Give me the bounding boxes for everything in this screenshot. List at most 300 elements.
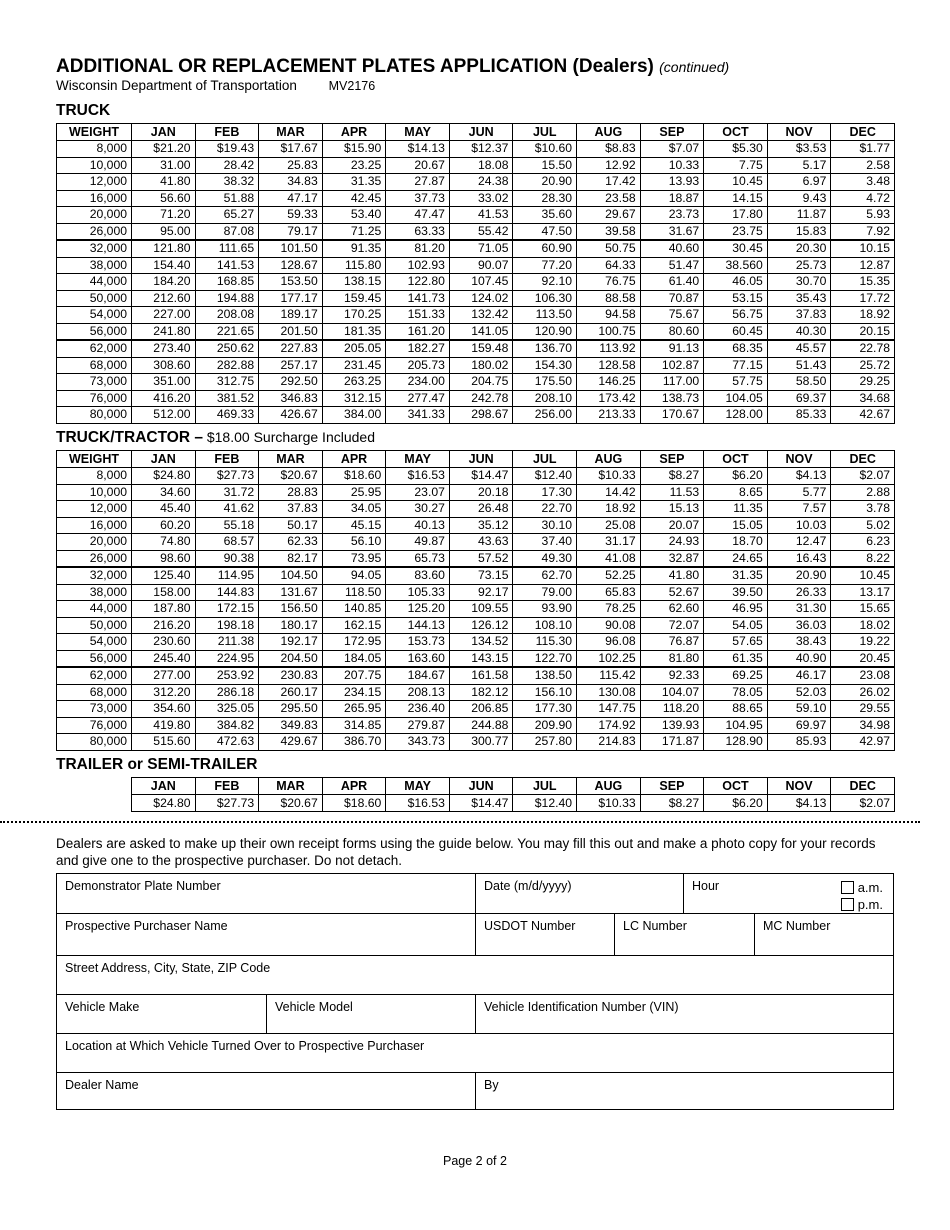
- month-header: OCT: [704, 124, 768, 141]
- month-header: JAN: [132, 451, 196, 468]
- pm-option[interactable]: [841, 896, 883, 913]
- fee-cell: 41.53: [449, 207, 513, 224]
- weight-cell: 76,000: [57, 390, 132, 407]
- weight-cell: 76,000: [57, 717, 132, 734]
- fee-cell: 94.05: [322, 567, 386, 584]
- fee-cell: 141.73: [386, 290, 450, 307]
- fee-cell: 35.43: [767, 290, 831, 307]
- fee-cell: 23.07: [386, 484, 450, 501]
- surcharge-note: $18.00 Surcharge Included: [202, 429, 375, 445]
- fee-cell: 5.02: [831, 517, 895, 534]
- fee-cell: 18.92: [831, 307, 895, 324]
- fee-cell: 31.00: [132, 157, 196, 174]
- fee-cell: 172.15: [195, 601, 259, 618]
- table-row: [57, 257, 895, 274]
- trailer-rate-table: [131, 777, 895, 812]
- fee-cell: 312.15: [322, 390, 386, 407]
- fee-cell: 73.95: [322, 550, 386, 567]
- fee-cell: $19.43: [195, 141, 259, 158]
- fee-cell: 68.35: [704, 340, 768, 357]
- weight-cell: 32,000: [57, 240, 132, 257]
- vehicle-model-label: Vehicle Model: [275, 1000, 353, 1014]
- fee-cell: 11.35: [704, 501, 768, 518]
- mc-number-field[interactable]: [754, 913, 893, 955]
- location-field[interactable]: [57, 1033, 893, 1072]
- pm-checkbox[interactable]: [841, 898, 854, 911]
- fee-cell: 198.18: [195, 617, 259, 634]
- fee-cell: 61.40: [640, 274, 704, 291]
- fee-cell: 20.18: [449, 484, 513, 501]
- fee-cell: $8.83: [577, 141, 641, 158]
- fee-cell: 204.50: [259, 650, 323, 667]
- fee-cell: 192.17: [259, 634, 323, 651]
- fee-cell: 128.90: [704, 734, 768, 751]
- fee-cell: 3.78: [831, 501, 895, 518]
- fee-cell: 20.90: [513, 174, 577, 191]
- subtitle: [56, 78, 375, 93]
- fee-cell: 104.95: [704, 717, 768, 734]
- fee-cell: 102.93: [386, 257, 450, 274]
- vin-label: Vehicle Identification Number (VIN): [484, 1000, 679, 1014]
- am-label: a.m.: [857, 880, 883, 895]
- fee-cell: 10.45: [831, 567, 895, 584]
- fee-cell: 204.75: [449, 374, 513, 391]
- usdot-number-field[interactable]: [475, 913, 614, 955]
- fee-cell: 187.80: [132, 601, 196, 618]
- fee-cell: 20.90: [767, 567, 831, 584]
- fee-cell: 170.67: [640, 407, 704, 424]
- fee-cell: 171.87: [640, 734, 704, 751]
- fee-cell: $4.13: [767, 468, 831, 485]
- fee-cell: 37.83: [259, 501, 323, 518]
- fee-cell: 153.50: [259, 274, 323, 291]
- fee-cell: 161.20: [386, 323, 450, 340]
- weight-cell: 80,000: [57, 734, 132, 751]
- month-header: SEP: [640, 451, 704, 468]
- receipt-form: [56, 873, 894, 1110]
- fee-cell: 17.72: [831, 290, 895, 307]
- fee-cell: 24.38: [449, 174, 513, 191]
- fee-cell: $20.67: [259, 795, 323, 812]
- vehicle-model-field[interactable]: [266, 994, 475, 1033]
- fee-cell: 20.45: [831, 650, 895, 667]
- fee-cell: $12.40: [513, 795, 577, 812]
- fee-cell: 300.77: [449, 734, 513, 751]
- location-label: Location at Which Vehicle Turned Over to Prospective Purchaser: [65, 1039, 425, 1053]
- fee-cell: 144.83: [195, 584, 259, 601]
- fee-cell: $2.07: [831, 795, 895, 812]
- fee-cell: 136.70: [513, 340, 577, 357]
- fee-cell: 18.08: [449, 157, 513, 174]
- fee-cell: 10.45: [704, 174, 768, 191]
- fee-cell: 105.33: [386, 584, 450, 601]
- fee-cell: 79.17: [259, 223, 323, 240]
- fee-cell: 63.33: [386, 223, 450, 240]
- month-header: NOV: [767, 778, 831, 795]
- fee-cell: 45.57: [767, 340, 831, 357]
- fee-cell: 12.47: [767, 534, 831, 551]
- fee-cell: 138.15: [322, 274, 386, 291]
- pm-label: p.m.: [857, 897, 883, 912]
- fee-cell: 208.08: [195, 307, 259, 324]
- fee-cell: 95.00: [132, 223, 196, 240]
- fee-cell: 113.50: [513, 307, 577, 324]
- date-field[interactable]: [475, 874, 683, 913]
- fee-cell: 91.35: [322, 240, 386, 257]
- fee-cell: 90.38: [195, 550, 259, 567]
- fee-cell: 138.50: [513, 667, 577, 684]
- fee-cell: 343.73: [386, 734, 450, 751]
- month-header: DEC: [831, 778, 895, 795]
- fee-cell: 55.18: [195, 517, 259, 534]
- fee-cell: 111.65: [195, 240, 259, 257]
- fee-cell: 325.05: [195, 701, 259, 718]
- table-row: [57, 501, 895, 518]
- fee-cell: $16.53: [386, 468, 450, 485]
- usdot-number-label: USDOT Number: [484, 919, 576, 933]
- fee-cell: 19.22: [831, 634, 895, 651]
- fee-cell: 10.33: [640, 157, 704, 174]
- fee-cell: 90.07: [449, 257, 513, 274]
- fee-cell: 76.87: [640, 634, 704, 651]
- fee-cell: 298.67: [449, 407, 513, 424]
- fee-cell: 168.85: [195, 274, 259, 291]
- fee-cell: 265.95: [322, 701, 386, 718]
- fee-cell: 159.48: [449, 340, 513, 357]
- am-checkbox[interactable]: [841, 881, 854, 894]
- fee-cell: 2.58: [831, 157, 895, 174]
- department-name: Wisconsin Department of Transportation: [56, 78, 297, 93]
- fee-cell: 346.83: [259, 390, 323, 407]
- fee-cell: 65.83: [577, 584, 641, 601]
- fee-cell: 115.42: [577, 667, 641, 684]
- fee-cell: 15.35: [831, 274, 895, 291]
- fee-cell: 40.13: [386, 517, 450, 534]
- fee-cell: 78.25: [577, 601, 641, 618]
- fee-cell: 108.10: [513, 617, 577, 634]
- fee-cell: 241.80: [132, 323, 196, 340]
- fee-cell: 45.40: [132, 501, 196, 518]
- fee-cell: 14.42: [577, 484, 641, 501]
- fee-cell: 57.65: [704, 634, 768, 651]
- fee-cell: 73.15: [449, 567, 513, 584]
- by-label: By: [484, 1078, 499, 1092]
- fee-cell: 117.00: [640, 374, 704, 391]
- fee-cell: 15.50: [513, 157, 577, 174]
- fee-cell: 175.50: [513, 374, 577, 391]
- table-row: [57, 207, 895, 224]
- fee-cell: 27.87: [386, 174, 450, 191]
- weight-cell: 54,000: [57, 307, 132, 324]
- fee-cell: 113.92: [577, 340, 641, 357]
- fee-cell: 69.97: [767, 717, 831, 734]
- fee-cell: 515.60: [132, 734, 196, 751]
- fee-cell: 184.05: [322, 650, 386, 667]
- fee-cell: 59.33: [259, 207, 323, 224]
- fee-cell: 282.88: [195, 357, 259, 374]
- fee-cell: 312.20: [132, 684, 196, 701]
- demonstrator-plate-label: Demonstrator Plate Number: [65, 879, 221, 893]
- fee-cell: 154.40: [132, 257, 196, 274]
- lc-number-field[interactable]: [614, 913, 754, 955]
- fee-cell: 174.92: [577, 717, 641, 734]
- fee-cell: 10.03: [767, 517, 831, 534]
- continued-label: (continued): [659, 59, 730, 75]
- fee-cell: 69.37: [767, 390, 831, 407]
- dealer-name-field[interactable]: [57, 1072, 475, 1109]
- vin-field[interactable]: [475, 994, 893, 1033]
- fee-cell: $10.60: [513, 141, 577, 158]
- month-header: DEC: [831, 124, 895, 141]
- month-header: JAN: [132, 778, 196, 795]
- fee-cell: 85.33: [767, 407, 831, 424]
- fee-cell: 59.10: [767, 701, 831, 718]
- month-header: APR: [322, 124, 386, 141]
- fee-cell: 91.13: [640, 340, 704, 357]
- fee-cell: 140.85: [322, 601, 386, 618]
- fee-cell: 279.87: [386, 717, 450, 734]
- fee-cell: 82.17: [259, 550, 323, 567]
- fee-cell: 15.13: [640, 501, 704, 518]
- demonstrator-plate-field[interactable]: [57, 874, 475, 913]
- fee-cell: 384.00: [322, 407, 386, 424]
- fee-cell: 253.92: [195, 667, 259, 684]
- fee-cell: 184.20: [132, 274, 196, 291]
- fee-cell: 147.75: [577, 701, 641, 718]
- fee-cell: 23.75: [704, 223, 768, 240]
- fee-cell: 49.87: [386, 534, 450, 551]
- weight-cell: 38,000: [57, 257, 132, 274]
- fee-cell: 4.72: [831, 190, 895, 207]
- fee-cell: 20.30: [767, 240, 831, 257]
- fee-cell: 49.30: [513, 550, 577, 567]
- fee-cell: 177.30: [513, 701, 577, 718]
- month-header: DEC: [831, 451, 895, 468]
- fee-cell: 216.20: [132, 617, 196, 634]
- fee-cell: 26.48: [449, 501, 513, 518]
- fee-cell: 138.73: [640, 390, 704, 407]
- fee-cell: 132.42: [449, 307, 513, 324]
- fee-cell: $16.53: [386, 795, 450, 812]
- fee-cell: 125.20: [386, 601, 450, 618]
- weight-cell: 10,000: [57, 157, 132, 174]
- table-row: [57, 223, 895, 240]
- month-header: MAR: [259, 778, 323, 795]
- month-header: JUL: [513, 778, 577, 795]
- fee-cell: 314.85: [322, 717, 386, 734]
- fee-cell: 88.65: [704, 701, 768, 718]
- fee-cell: 122.80: [386, 274, 450, 291]
- fee-cell: 139.93: [640, 717, 704, 734]
- fee-cell: 180.17: [259, 617, 323, 634]
- fee-cell: 181.35: [322, 323, 386, 340]
- fee-cell: 15.83: [767, 223, 831, 240]
- fee-cell: 115.80: [322, 257, 386, 274]
- month-header: APR: [322, 451, 386, 468]
- vehicle-make-field[interactable]: [57, 994, 266, 1033]
- fee-cell: 128.58: [577, 357, 641, 374]
- fee-cell: 312.75: [195, 374, 259, 391]
- month-header: SEP: [640, 124, 704, 141]
- fee-cell: 35.60: [513, 207, 577, 224]
- fee-cell: 62.33: [259, 534, 323, 551]
- fee-cell: 57.75: [704, 374, 768, 391]
- table-row: [57, 717, 895, 734]
- fee-cell: 25.08: [577, 517, 641, 534]
- table-row: [57, 567, 895, 584]
- table-row: [57, 601, 895, 618]
- fee-cell: 13.17: [831, 584, 895, 601]
- fee-cell: 153.73: [386, 634, 450, 651]
- weight-cell: 12,000: [57, 174, 132, 191]
- fee-cell: 416.20: [132, 390, 196, 407]
- fee-cell: 29.25: [831, 374, 895, 391]
- month-header: NOV: [767, 124, 831, 141]
- page-number: Page 2 of 2: [443, 1154, 507, 1168]
- month-header: NOV: [767, 451, 831, 468]
- table-row: [57, 390, 895, 407]
- weight-cell: 8,000: [57, 468, 132, 485]
- fee-cell: $8.27: [640, 795, 704, 812]
- fee-cell: 52.67: [640, 584, 704, 601]
- fee-cell: $15.90: [322, 141, 386, 158]
- fee-cell: 47.50: [513, 223, 577, 240]
- street-address-field[interactable]: [57, 955, 893, 994]
- am-option[interactable]: [841, 879, 883, 896]
- fee-cell: 257.80: [513, 734, 577, 751]
- month-header: AUG: [577, 124, 641, 141]
- month-header: JUN: [449, 778, 513, 795]
- fee-cell: 74.80: [132, 534, 196, 551]
- month-header: OCT: [704, 451, 768, 468]
- fee-cell: 52.25: [577, 567, 641, 584]
- table-row: [132, 795, 895, 812]
- fee-cell: 42.97: [831, 734, 895, 751]
- fee-cell: 128.00: [704, 407, 768, 424]
- fee-cell: 56.75: [704, 307, 768, 324]
- fee-cell: 349.83: [259, 717, 323, 734]
- date-label: Date (m/d/yyyy): [484, 879, 572, 893]
- fee-cell: 201.50: [259, 323, 323, 340]
- fee-cell: 31.35: [322, 174, 386, 191]
- table-row: [57, 174, 895, 191]
- fee-cell: 189.17: [259, 307, 323, 324]
- fee-cell: 114.95: [195, 567, 259, 584]
- instructions-text: Dealers are asked to make up their own receipt forms using the guide below. You may fill this out and make a photo copy for your records and give one to the prospective purchaser. Do not detach.: [56, 836, 876, 868]
- fee-cell: $12.40: [513, 468, 577, 485]
- fee-cell: 18.92: [577, 501, 641, 518]
- fee-cell: 151.33: [386, 307, 450, 324]
- hour-field[interactable]: [683, 874, 893, 913]
- by-field[interactable]: [475, 1072, 893, 1109]
- fee-cell: 141.53: [195, 257, 259, 274]
- fee-cell: 128.67: [259, 257, 323, 274]
- fee-cell: 70.87: [640, 290, 704, 307]
- fee-cell: 126.12: [449, 617, 513, 634]
- month-header: JAN: [132, 124, 196, 141]
- fee-cell: 277.00: [132, 667, 196, 684]
- fee-cell: 92.10: [513, 274, 577, 291]
- fee-cell: 472.63: [195, 734, 259, 751]
- fee-cell: $6.20: [704, 795, 768, 812]
- fee-cell: $14.47: [449, 468, 513, 485]
- fee-cell: 28.83: [259, 484, 323, 501]
- fee-cell: 28.30: [513, 190, 577, 207]
- fee-cell: 15.05: [704, 517, 768, 534]
- weight-cell: 8,000: [57, 141, 132, 158]
- weight-cell: 26,000: [57, 223, 132, 240]
- month-header: MAR: [259, 124, 323, 141]
- fee-cell: 30.70: [767, 274, 831, 291]
- fee-cell: 8.22: [831, 550, 895, 567]
- fee-cell: 124.02: [449, 290, 513, 307]
- truck-tractor-rate-table: [56, 450, 895, 751]
- fee-cell: 65.73: [386, 550, 450, 567]
- fee-cell: $8.27: [640, 468, 704, 485]
- hour-label: Hour: [692, 879, 720, 893]
- table-row: [57, 517, 895, 534]
- fee-cell: 24.93: [640, 534, 704, 551]
- fee-cell: 41.80: [640, 567, 704, 584]
- fee-cell: 15.65: [831, 601, 895, 618]
- fee-cell: 25.72: [831, 357, 895, 374]
- fee-cell: 94.58: [577, 307, 641, 324]
- fee-cell: 250.62: [195, 340, 259, 357]
- fee-cell: $27.73: [195, 468, 259, 485]
- fee-cell: 3.48: [831, 174, 895, 191]
- fee-cell: 205.73: [386, 357, 450, 374]
- truck-section-title: TRUCK: [56, 102, 111, 119]
- fee-cell: 419.80: [132, 717, 196, 734]
- table-row: [57, 684, 895, 701]
- header-row: [132, 778, 895, 795]
- fee-cell: 25.83: [259, 157, 323, 174]
- fee-cell: $24.80: [132, 795, 196, 812]
- fee-cell: 43.63: [449, 534, 513, 551]
- month-header: MAY: [386, 451, 450, 468]
- fee-cell: 78.05: [704, 684, 768, 701]
- table-row: [57, 550, 895, 567]
- street-address-label: Street Address, City, State, ZIP Code: [65, 961, 271, 975]
- fee-cell: 244.88: [449, 717, 513, 734]
- fee-cell: 180.02: [449, 357, 513, 374]
- fee-cell: 38.32: [195, 174, 259, 191]
- table-row: [57, 617, 895, 634]
- fee-cell: 30.45: [704, 240, 768, 257]
- month-header: AUG: [577, 451, 641, 468]
- fee-cell: 273.40: [132, 340, 196, 357]
- purchaser-name-field[interactable]: [57, 913, 475, 955]
- month-header: MAY: [386, 778, 450, 795]
- fee-cell: $14.47: [449, 795, 513, 812]
- fee-cell: 156.10: [513, 684, 577, 701]
- fee-cell: 5.17: [767, 157, 831, 174]
- fee-cell: 242.78: [449, 390, 513, 407]
- table-row: [57, 307, 895, 324]
- page-title: [56, 56, 729, 78]
- table-row: [57, 323, 895, 340]
- fee-cell: 10.15: [831, 240, 895, 257]
- month-header: SEP: [640, 778, 704, 795]
- weight-cell: 16,000: [57, 517, 132, 534]
- weight-cell: 62,000: [57, 340, 132, 357]
- fee-cell: 512.00: [132, 407, 196, 424]
- month-header: OCT: [704, 778, 768, 795]
- fee-cell: 295.50: [259, 701, 323, 718]
- vehicle-make-label: Vehicle Make: [65, 1000, 140, 1014]
- fee-cell: 154.30: [513, 357, 577, 374]
- fee-cell: 104.07: [640, 684, 704, 701]
